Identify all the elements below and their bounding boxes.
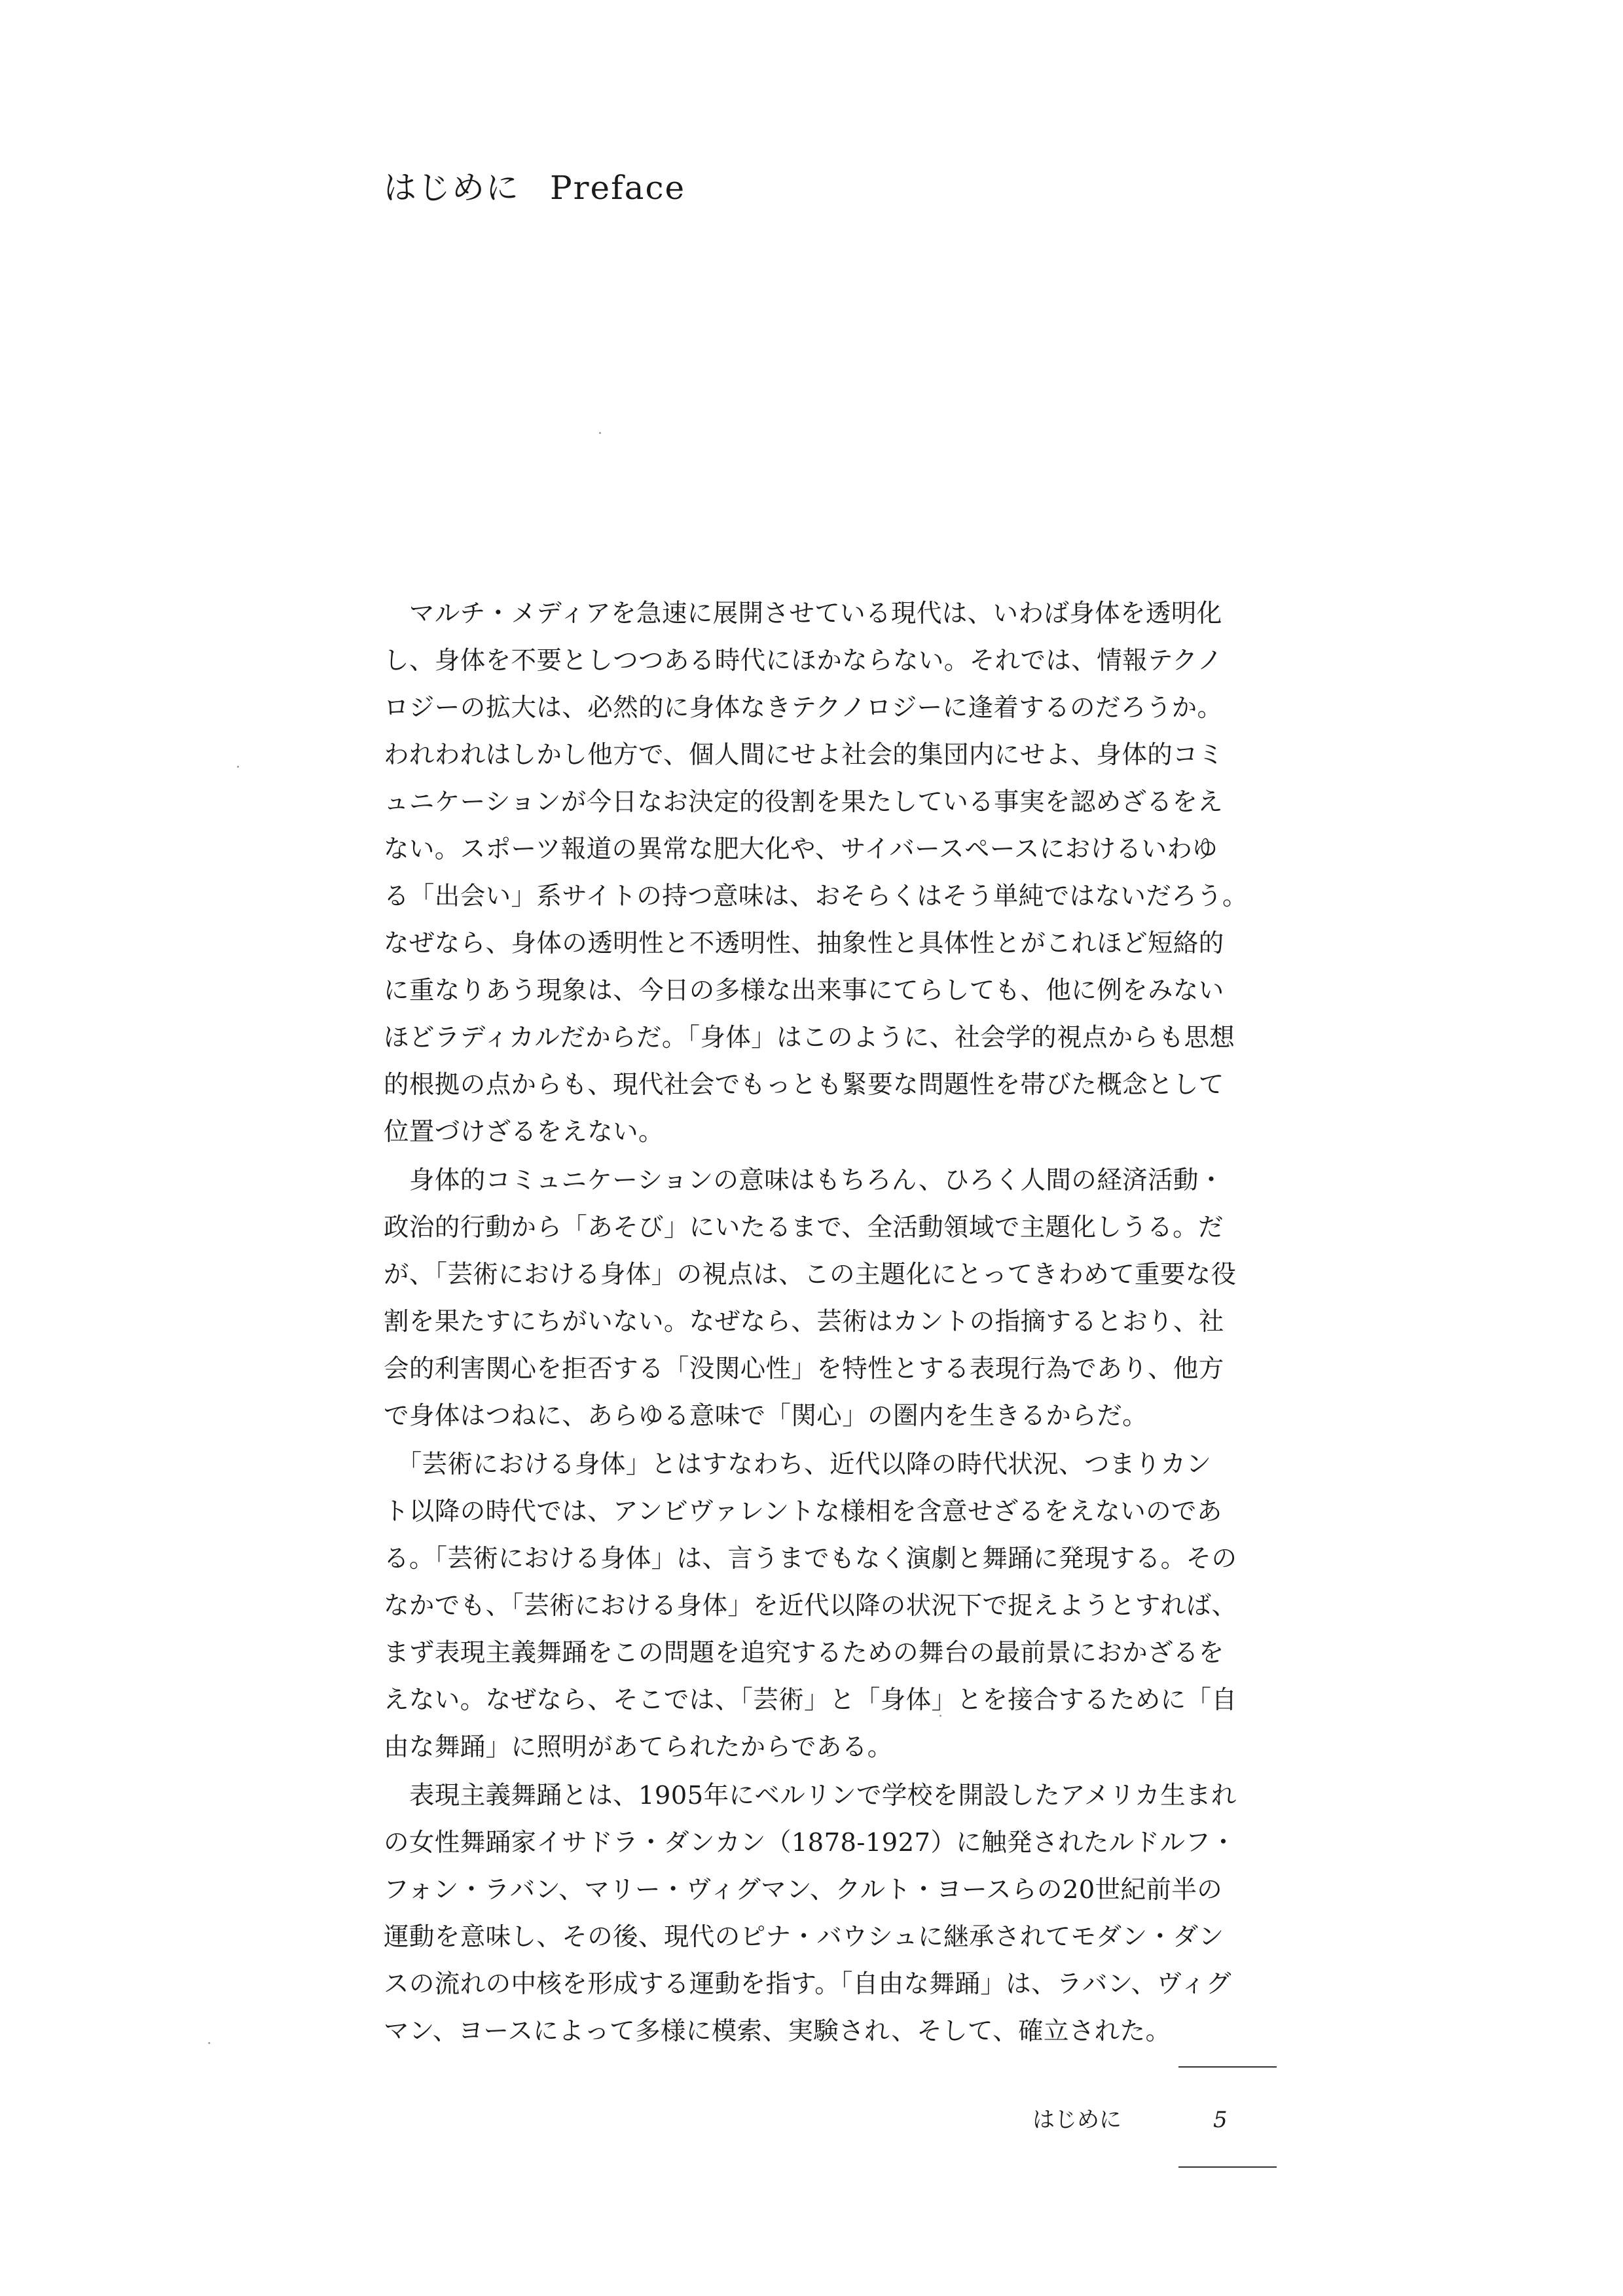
body-text: [384, 590, 1274, 2055]
heading-english: Preface: [550, 169, 686, 207]
scan-speck: [237, 766, 239, 768]
text-line: 由な舞踊」に照明があてられたからである。: [384, 1732, 893, 1762]
paragraph-3: [384, 1441, 1274, 1771]
text-line: 政治的行動から「あそび」にいたるまで、全活動領域で主題化しうる。だ: [384, 1213, 1224, 1242]
footer-running-title: はじめに: [1032, 2107, 1122, 2133]
text-line: し、身体を不要としつつある時代にほかならない。それでは、情報テクノ: [384, 646, 1223, 675]
text-line: が、「芸術における身体」の視点は、この主題化にとってきわめて重要な役: [384, 1260, 1237, 1289]
text-line: マン、ヨースによって多様に模索、実験され、そして、確立された。: [384, 2017, 1171, 2046]
text-line: ほどラディカルだからだ。「身体」はこのように、社会学的視点からも思想: [384, 1023, 1235, 1052]
text-line: 会的利害関心を拒否する「没関心性」を特性とする表現行為であり、他方: [384, 1354, 1224, 1384]
text-line: 「芸術における身体」とはすなわち、近代以降の時代状況、つまりカン: [384, 1450, 1212, 1479]
text-line: えない。なぜなら、そこでは、「芸術」と「身体」とを接合するために「自: [384, 1685, 1237, 1715]
text-line: スの流れの中核を形成する運動を指す。「自由な舞踊」は、ラバン、ヴィグ: [384, 1969, 1231, 1999]
paragraph-2: [384, 1157, 1274, 1440]
text-line: ロジーの拡大は、必然的に身体なきテクノロジーに逢着するのだろうか。: [384, 693, 1223, 723]
paragraph-1: [384, 590, 1274, 1156]
text-line: フォン・ラバン、マリー・ヴィグマン、クルト・ヨースらの20世紀前半の: [384, 1875, 1223, 1905]
text-line: ない。スポーツ報道の異常な肥大化や、サイバースペースにおけるいわゆ: [384, 834, 1218, 864]
text-line: る「出会い」系サイトの持つ意味は、おそらくはそう単純ではないだろう。: [384, 882, 1248, 911]
page-heading: [384, 169, 686, 207]
paragraph-4: [384, 1772, 1274, 2055]
text-line: に重なりあう現象は、今日の多様な出来事にてらしても、他に例をみない: [384, 976, 1224, 1005]
text-line: まず表現主義舞踊をこの問題を追究するための舞台の最前景におかざるを: [384, 1638, 1224, 1668]
text-line: の女性舞踊家イサドラ・ダンカン（1878-1927）に触発されたルドルフ・: [384, 1828, 1237, 1857]
text-line: 運動を意味し、その後、現代のピナ・バウシュに継承されてモダン・ダン: [384, 1922, 1224, 1952]
text-line: ュニケーションが今日なお決定的役割を果たしている事実を認めざるをえ: [384, 787, 1224, 817]
text-line: で身体はつねに、あらゆる意味で「関心」の圏内を生きるからだ。: [384, 1401, 1148, 1431]
heading-japanese: はじめに: [384, 169, 520, 207]
footer-rule-top: [1178, 2066, 1277, 2068]
footer-rule-bottom: [1178, 2166, 1277, 2168]
page-number: 5: [1213, 2107, 1228, 2133]
text-line: マルチ・メディアを急速に展開させている現代は、いわば身体を透明化: [384, 599, 1222, 628]
scan-speck: [599, 432, 601, 434]
scan-speck: [208, 2042, 210, 2044]
text-line: 身体的コミュニケーションの意味はもちろん、ひろく人間の経済活動・: [384, 1166, 1224, 1195]
text-line: 位置づけざるをえない。: [384, 1117, 664, 1147]
text-line: なかでも、「芸術における身体」を近代以降の状況下で捉えようとすれば、: [384, 1591, 1237, 1621]
text-line: る。「芸術における身体」は、言うまでもなく演劇と舞踊に発現する。その: [384, 1544, 1237, 1573]
scan-speck: [939, 1715, 941, 1717]
text-line: 的根拠の点からも、現代社会でもっとも緊要な問題性を帯びた概念として: [384, 1070, 1224, 1100]
text-line: われわれはしかし他方で、個人間にせよ社会的集団内にせよ、身体的コミ: [384, 740, 1224, 770]
text-line: ト以降の時代では、アンビヴァレントな様相を含意せざるをえないのであ: [384, 1497, 1222, 1526]
text-line: なぜなら、身体の透明性と不透明性、抽象性と具体性とがこれほど短絡的: [384, 929, 1224, 958]
text-line: 割を果たすにちがいない。なぜなら、芸術はカントの指摘するとおり、社: [384, 1307, 1224, 1336]
text-line: 表現主義舞踊とは、1905年にベルリンで学校を開設したアメリカ生まれ: [384, 1781, 1237, 1810]
